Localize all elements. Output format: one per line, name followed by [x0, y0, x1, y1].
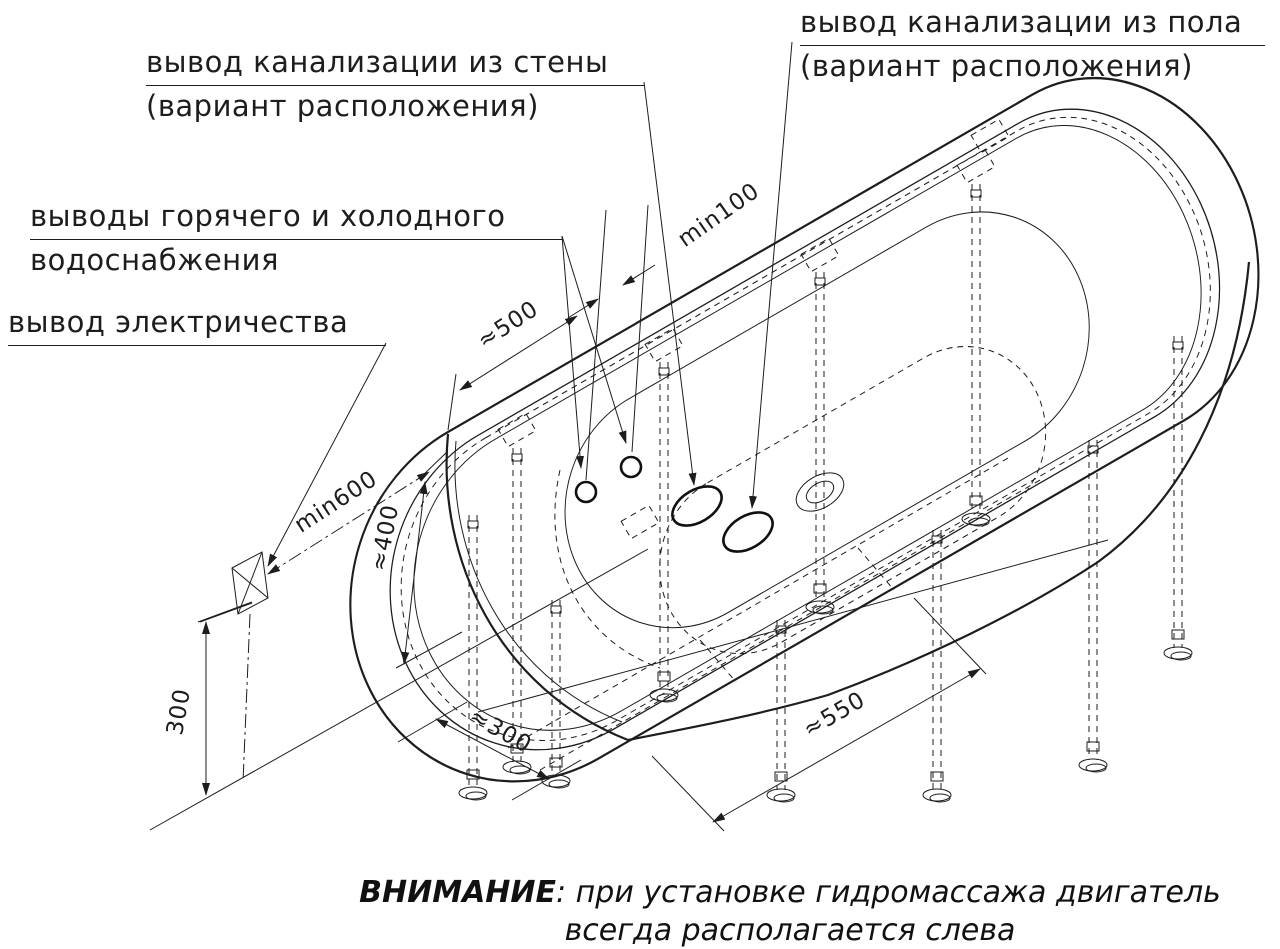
leader-water-hot [562, 236, 581, 468]
label-water-supply [30, 196, 562, 280]
basin-opening [527, 168, 1128, 671]
leader-water-cold [562, 236, 626, 443]
dimension-min100 [568, 178, 765, 452]
warning-note [300, 874, 1280, 949]
electrical-outlet-symbol [200, 552, 268, 782]
leader-drain-floor [752, 42, 792, 508]
frame-top-rail [351, 68, 1258, 799]
label-drain-floor-line2: (вариант расположения) [800, 49, 1193, 83]
hot-water-outlet-circle [576, 482, 596, 502]
rim-bracket [645, 328, 683, 361]
drain-hole [789, 465, 850, 519]
frame-legs [459, 119, 1192, 802]
floor-drain-outlet-ellipse [717, 504, 780, 559]
wall-drain-outlet-ellipse [666, 478, 729, 533]
label-drain-floor [800, 2, 1265, 86]
leader-electricity [268, 343, 386, 566]
shell-left-silhouette [447, 434, 628, 740]
rim-inner-line [365, 78, 1246, 786]
dimension-label-min100: min100 [673, 177, 765, 253]
label-drain-wall-line1: вывод канализации из стены [146, 42, 644, 86]
label-electricity [8, 302, 386, 346]
basin-bottom [631, 314, 1074, 686]
basin-bottom-group [631, 314, 1074, 686]
floor-edge-front [478, 540, 1108, 712]
rim-bracket [621, 505, 659, 538]
label-water-supply-line2: водоснабжения [30, 243, 279, 277]
frame-lower-rails [508, 458, 1040, 770]
label-drain-floor-line1: вывод канализации из пола [800, 2, 1265, 46]
tub-deck-outline [289, 20, 1280, 849]
deck-outer-edge [289, 20, 1280, 849]
label-drain-wall [146, 42, 644, 126]
warning-text: : при установке гидромассажа двигатель [556, 875, 1221, 910]
dimension-label-400: ≈400 [365, 502, 405, 574]
dimension-300-height [162, 602, 252, 795]
label-electricity-text: вывод электричества [8, 302, 386, 346]
dimension-label-550: ≈550 [798, 686, 871, 743]
dimension-label-500: ≈500 [472, 295, 544, 355]
dimension-label-300-floor: ≈300 [464, 703, 537, 759]
rim-bracket [498, 413, 536, 446]
leader-drain-wall [644, 82, 694, 485]
warning-title: ВНИМАНИЕ [359, 875, 557, 910]
dimension-550 [652, 598, 986, 831]
floor-edge-left [150, 549, 648, 830]
cold-water-outlet-circle [621, 457, 641, 477]
rim-bracket [801, 238, 839, 271]
dimension-300-floor [398, 702, 581, 800]
label-water-supply-line1: выводы горячего и холодного [30, 196, 562, 240]
label-drain-wall-line2: (вариант расположения) [146, 89, 539, 123]
dimension-label-300: 300 [162, 686, 196, 738]
warning-line2: всегда располагается слева [564, 913, 1016, 948]
dimension-label-min600: min600 [289, 465, 383, 539]
